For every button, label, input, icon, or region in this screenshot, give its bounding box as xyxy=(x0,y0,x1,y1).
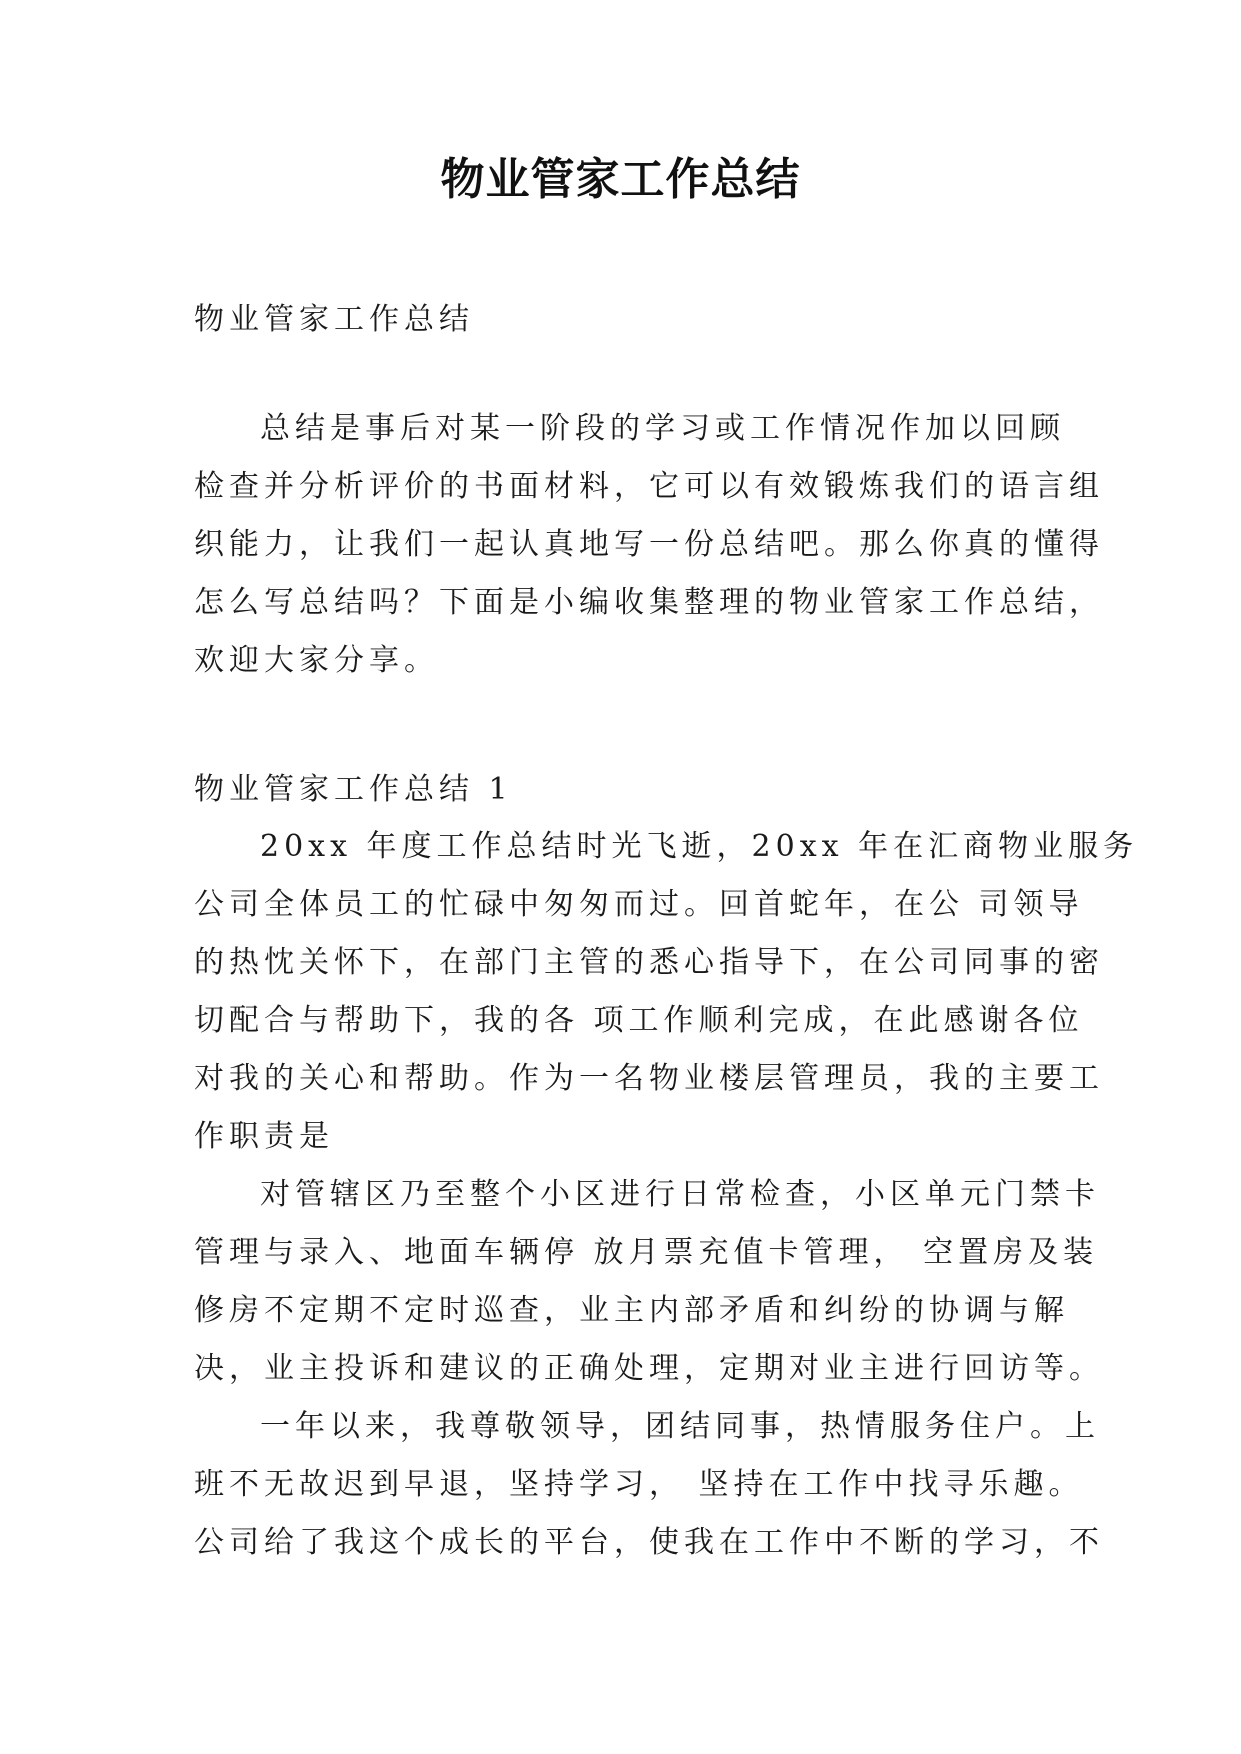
section-heading-text: 物业管家工作总结 1 xyxy=(194,772,513,807)
intro-line: 欢迎大家分享。 xyxy=(194,643,439,678)
body-line: 对我的关心和帮助。作为一名物业楼层管理员，我的主要工 xyxy=(194,1061,1104,1096)
section-heading xyxy=(194,761,1074,819)
intro-line: 检查并分析评价的书面材料，它可以有效锻炼我们的语言组 xyxy=(194,469,1104,504)
body-line: 管理与录入、地面车辆停 放月票充值卡管理， 空置房及装 xyxy=(194,1235,1099,1270)
subtitle-line: 物业管家工作总结 xyxy=(194,302,474,337)
intro-paragraph xyxy=(194,400,1104,690)
body-line: 切配合与帮助下，我的各 项工作顺利完成，在此感谢各位 xyxy=(194,1003,1084,1038)
document-subtitle xyxy=(194,291,1074,349)
body-line: 20xx 年度工作总结时光飞逝，20xx 年在汇商物业服务 xyxy=(260,829,1139,864)
body-line: 决，业主投诉和建议的正确处理，定期对业主进行回访等。 xyxy=(194,1351,1104,1386)
document-title: 物业管家工作总结 xyxy=(440,154,801,205)
intro-line: 总结是事后对某一阶段的学习或工作情况作加以回顾 xyxy=(260,411,1065,446)
body-line: 修房不定期不定时巡查，业主内部矛盾和纠纷的协调与解 xyxy=(194,1293,1069,1328)
intro-line: 怎么写总结吗？下面是小编收集整理的物业管家工作总结， xyxy=(194,585,1104,620)
body-line: 班不无故迟到早退，坚持学习， 坚持在工作中找寻乐趣。 xyxy=(194,1467,1084,1502)
body-line: 作职责是 xyxy=(194,1119,334,1154)
body-line: 公司给了我这个成长的平台，使我在工作中不断的学习，不 xyxy=(194,1525,1104,1560)
body-line: 的热忱关怀下，在部门主管的悉心指导下，在公司同事的密 xyxy=(194,945,1104,980)
body-line: 对管辖区乃至整个小区进行日常检查，小区单元门禁卡 xyxy=(260,1177,1100,1212)
section-body xyxy=(194,818,1139,1572)
body-line: 公司全体员工的忙碌中匆匆而过。回首蛇年，在公 司领导 xyxy=(194,887,1084,922)
intro-line: 织能力，让我们一起认真地写一份总结吧。那么你真的懂得 xyxy=(194,527,1104,562)
body-line: 一年以来，我尊敬领导，团结同事，热情服务住户。上 xyxy=(260,1409,1100,1444)
